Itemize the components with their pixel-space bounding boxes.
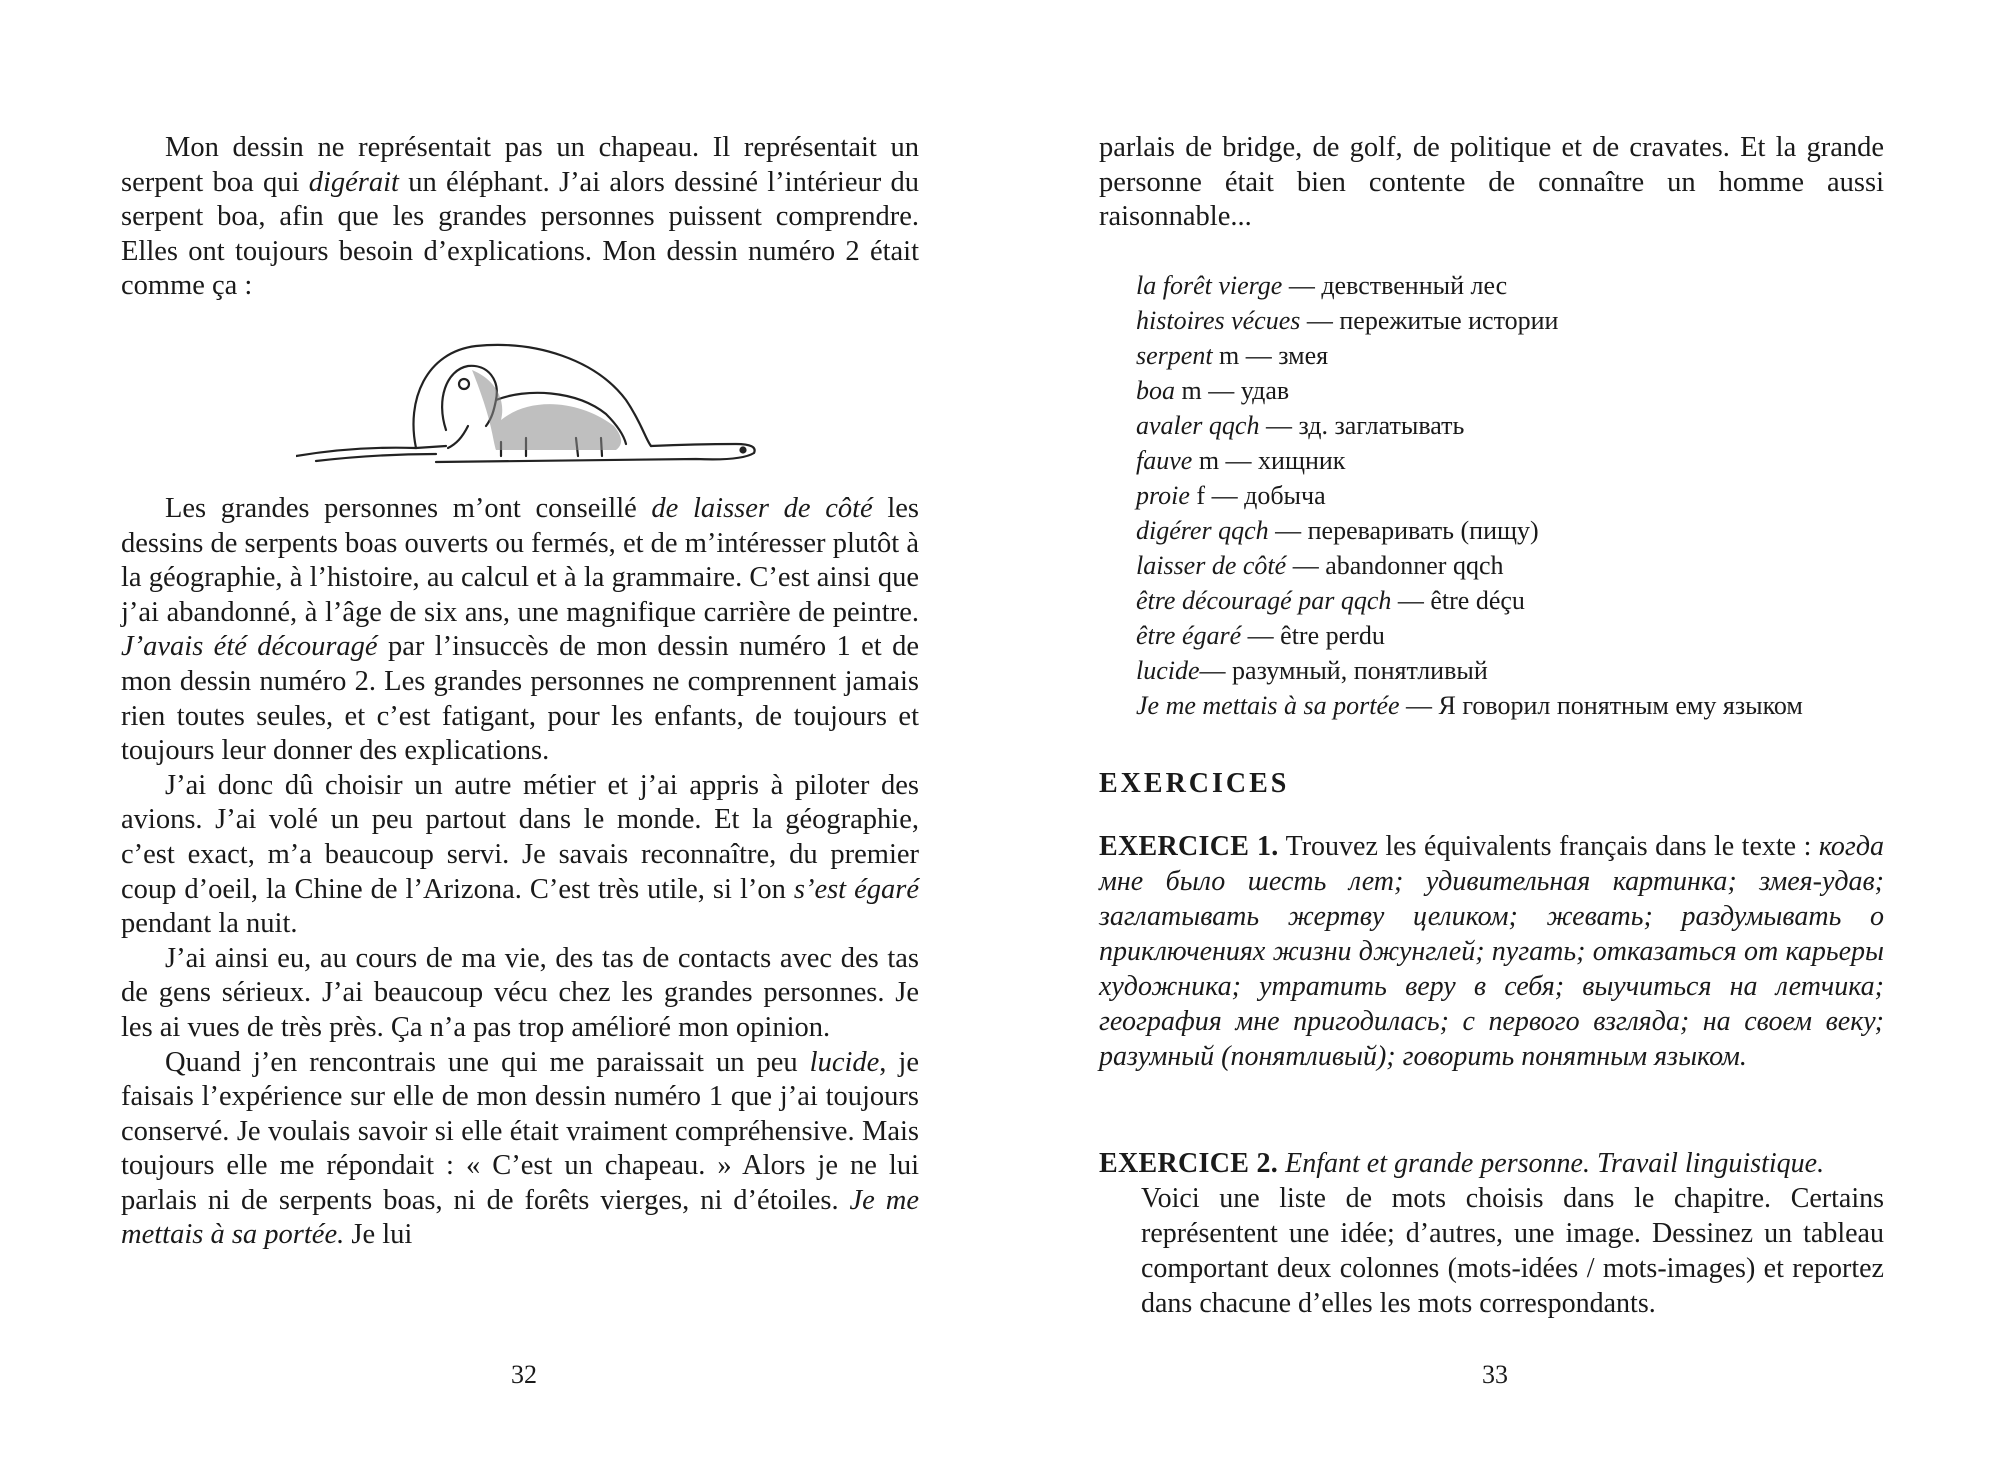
vocabulary-term: proie (1136, 481, 1190, 510)
vocabulary-item (1136, 268, 1896, 303)
vocabulary-term: lucide (1136, 656, 1200, 685)
paragraph-2 (121, 492, 919, 1253)
vocabulary-item (1136, 688, 1896, 723)
vocabulary-gloss: переваривать (пищу) (1307, 516, 1539, 545)
exercise-1 (1099, 829, 1884, 1074)
vocabulary-separator: — (1259, 411, 1299, 440)
vocabulary-separator: — (1300, 306, 1340, 335)
continued-paragraph (1099, 131, 1884, 235)
vocabulary-separator: m — (1192, 446, 1259, 475)
vocabulary-separator: f — (1189, 481, 1245, 510)
vocabulary-separator: — (1399, 691, 1439, 720)
vocabulary-separator: — (1282, 271, 1322, 300)
paragraph-4-text: J’ai ainsi eu, au cours de ma vie, des tas de contacts avec des tas de gens sérieux. J’ai beaucoup vécu chez les grandes personnes. Je les ai vues de très près. Ça n’a pas trop amélioré mon opinion. (121, 942, 919, 1043)
vocabulary-item (1136, 583, 1896, 618)
exercise-1-text: EXERCICE 1. Trouvez les équivalents français dans le texte : когда мне было шесть лет; удивительная картинка; змея-удав; заглатывать жертву целиком; жевать; раздумывать о приключениях жизни джунглей; пугать; отказаться от карьеры художника; утратить веру в себя; выучиться на летчика; география мне пригодилась; с первого взгляда; на своем веку; разумный (понятливый); говорить понятным языком. (1099, 831, 1884, 1072)
vocabulary-term: Je me mettais à sa portée (1136, 691, 1400, 720)
vocabulary-term: serpent (1136, 341, 1213, 370)
vocabulary-gloss: удав (1240, 376, 1290, 405)
vocabulary-term: boa (1136, 376, 1175, 405)
vocabulary-item (1136, 478, 1896, 513)
paragraph-2-text: Les grandes personnes m’ont conseillé de laisser de côté les dessins de serpents boas ouverts ou fermés, et de m’intéresser plutôt à la géographie, à l’histoire, au calcul et à la grammaire. C’est ainsi que j’ai abandonné, à l’âge de six ans, une magnifique carrière de peintre. J’avais été découragé par l’insuccès de mon dessin numéro 1 et de mon dessin numéro 2. Les grandes personnes ne comprennent jamais rien toutes seules, et c’est fatigant, pour les enfants, de toujours et toujours leur donner des explications. (121, 493, 920, 767)
page-number-left: 32 (511, 1360, 537, 1389)
exercise-1-items: когда мне было шесть лет; удивительная картинка; змея-удав; заглатывать жертву целиком; жевать; раздумывать о приключениях жизни джунглей; пугать; отказаться от карьеры художника; утратить веру в себя; выучиться на летчика; география мне пригодилась; с первого взгляда; на своем веку; разумный (понятливый); говорить понятным языком. (1099, 831, 1884, 1072)
vocabulary-item (1136, 443, 1896, 478)
vocabulary-item (1136, 373, 1896, 408)
vocabulary-gloss: змея (1278, 341, 1329, 370)
vocabulary-gloss: Я говорил понятным ему языком (1438, 691, 1803, 720)
exercise-2 (1099, 1146, 1884, 1321)
vocabulary-term: être égaré (1136, 621, 1242, 650)
vocabulary-item (1136, 653, 1896, 688)
paragraph-1 (121, 131, 919, 304)
vocabulary-separator: — (1199, 656, 1233, 685)
vocabulary-gloss: девственный лес (1321, 271, 1508, 300)
vocabulary-separator: m — (1175, 376, 1241, 405)
exercise-2-title: Enfant et grande personne. Travail linguistique. (1278, 1148, 1825, 1179)
vocabulary-item (1136, 338, 1896, 373)
vocabulary-gloss: добыча (1244, 481, 1326, 510)
vocabulary-list (1136, 268, 1896, 723)
vocabulary-separator: — (1391, 586, 1431, 615)
vocabulary-gloss: разумный, понятливый (1232, 656, 1488, 685)
vocabulary-separator: m — (1212, 341, 1279, 370)
exercise-2-label: EXERCICE 2. (1099, 1148, 1279, 1179)
vocabulary-item (1136, 408, 1896, 443)
vocabulary-gloss: хищник (1258, 446, 1346, 475)
vocabulary-separator: — (1268, 516, 1308, 545)
exercise-1-label: EXERCICE 1. (1099, 831, 1279, 862)
vocabulary-gloss: abandonner qqch (1325, 551, 1504, 580)
exercise-2-body: Voici une liste de mots choisis dans le chapitre. Certains représentent une idée; d’autres, une image. Dessinez un tableau comportant deux colonnes (mots-idées / mots-images) et reportez dans chacune d’elles les mots correspondants. (1141, 1183, 1884, 1319)
vocabulary-term: fauve (1136, 446, 1193, 475)
paragraph-1-text: Mon dessin ne représentait pas un chapeau. Il représentait un serpent boa qui digérait un éléphant. J’ai alors dessiné l’intérieur du serpent boa, afin que les grandes personnes puissent comprendre. Elles ont toujours besoin d’explications. Mon dessin numéro 2 était comme ça : (121, 132, 919, 302)
vocabulary-gloss: зд. заглатывать (1298, 411, 1465, 440)
vocabulary-term: histoires vécues (1136, 306, 1301, 335)
vocabulary-gloss: пережитые истории (1339, 306, 1559, 335)
paragraph-5-text: Quand j’en rencontrais une qui me paraissait un peu lucide, je faisais l’expérience sur elle de mon dessin numéro 1 que j’ai toujours conservé. Je voulais savoir si elle était vraiment compréhensive. Mais toujours elle me répondait : « C’est un chapeau. » Alors je ne lui parlais ni de serpents boas, ni de forêts vierges, ni d’étoiles. Je me mettais à sa portée. Je lui (121, 1046, 919, 1251)
continued-paragraph-text: parlais de bridge, de golf, de politique et de cravates. Et la grande personne était bien contente de connaître un homme aussi raisonnable... (1099, 132, 1884, 233)
boa-elephant-illustration (296, 340, 756, 475)
vocabulary-item (1136, 303, 1896, 338)
exercise-2-title-line (1099, 1146, 1884, 1181)
paragraph-3-text: J’ai donc dû choisir un autre métier et j’ai appris à piloter des avions. J’ai volé un peu partout dans le monde. Et la géographie, c’est exact, m’a beaucoup servi. Je savais reconnaître, du premier coup d’oeil, la Chine de l’Arizona. C’est très utile, si l’on s’est égaré pendant la nuit. (121, 769, 919, 940)
vocabulary-separator: — (1241, 621, 1281, 650)
vocabulary-term: laisser de côté (1136, 551, 1287, 580)
page-number-right: 33 (1482, 1360, 1508, 1389)
vocabulary-separator: — (1286, 551, 1326, 580)
vocabulary-term: digérer qqch (1136, 516, 1269, 545)
vocabulary-term: la forêt vierge (1136, 271, 1283, 300)
vocabulary-term: être découragé par qqch (1136, 586, 1392, 615)
vocabulary-gloss: être perdu (1280, 621, 1385, 650)
vocabulary-item (1136, 618, 1896, 653)
exercises-heading: EXERCICES (1099, 768, 1290, 799)
vocabulary-term: avaler qqch (1136, 411, 1260, 440)
vocabulary-item (1136, 513, 1896, 548)
vocabulary-gloss: être déçu (1430, 586, 1525, 615)
vocabulary-item (1136, 548, 1896, 583)
